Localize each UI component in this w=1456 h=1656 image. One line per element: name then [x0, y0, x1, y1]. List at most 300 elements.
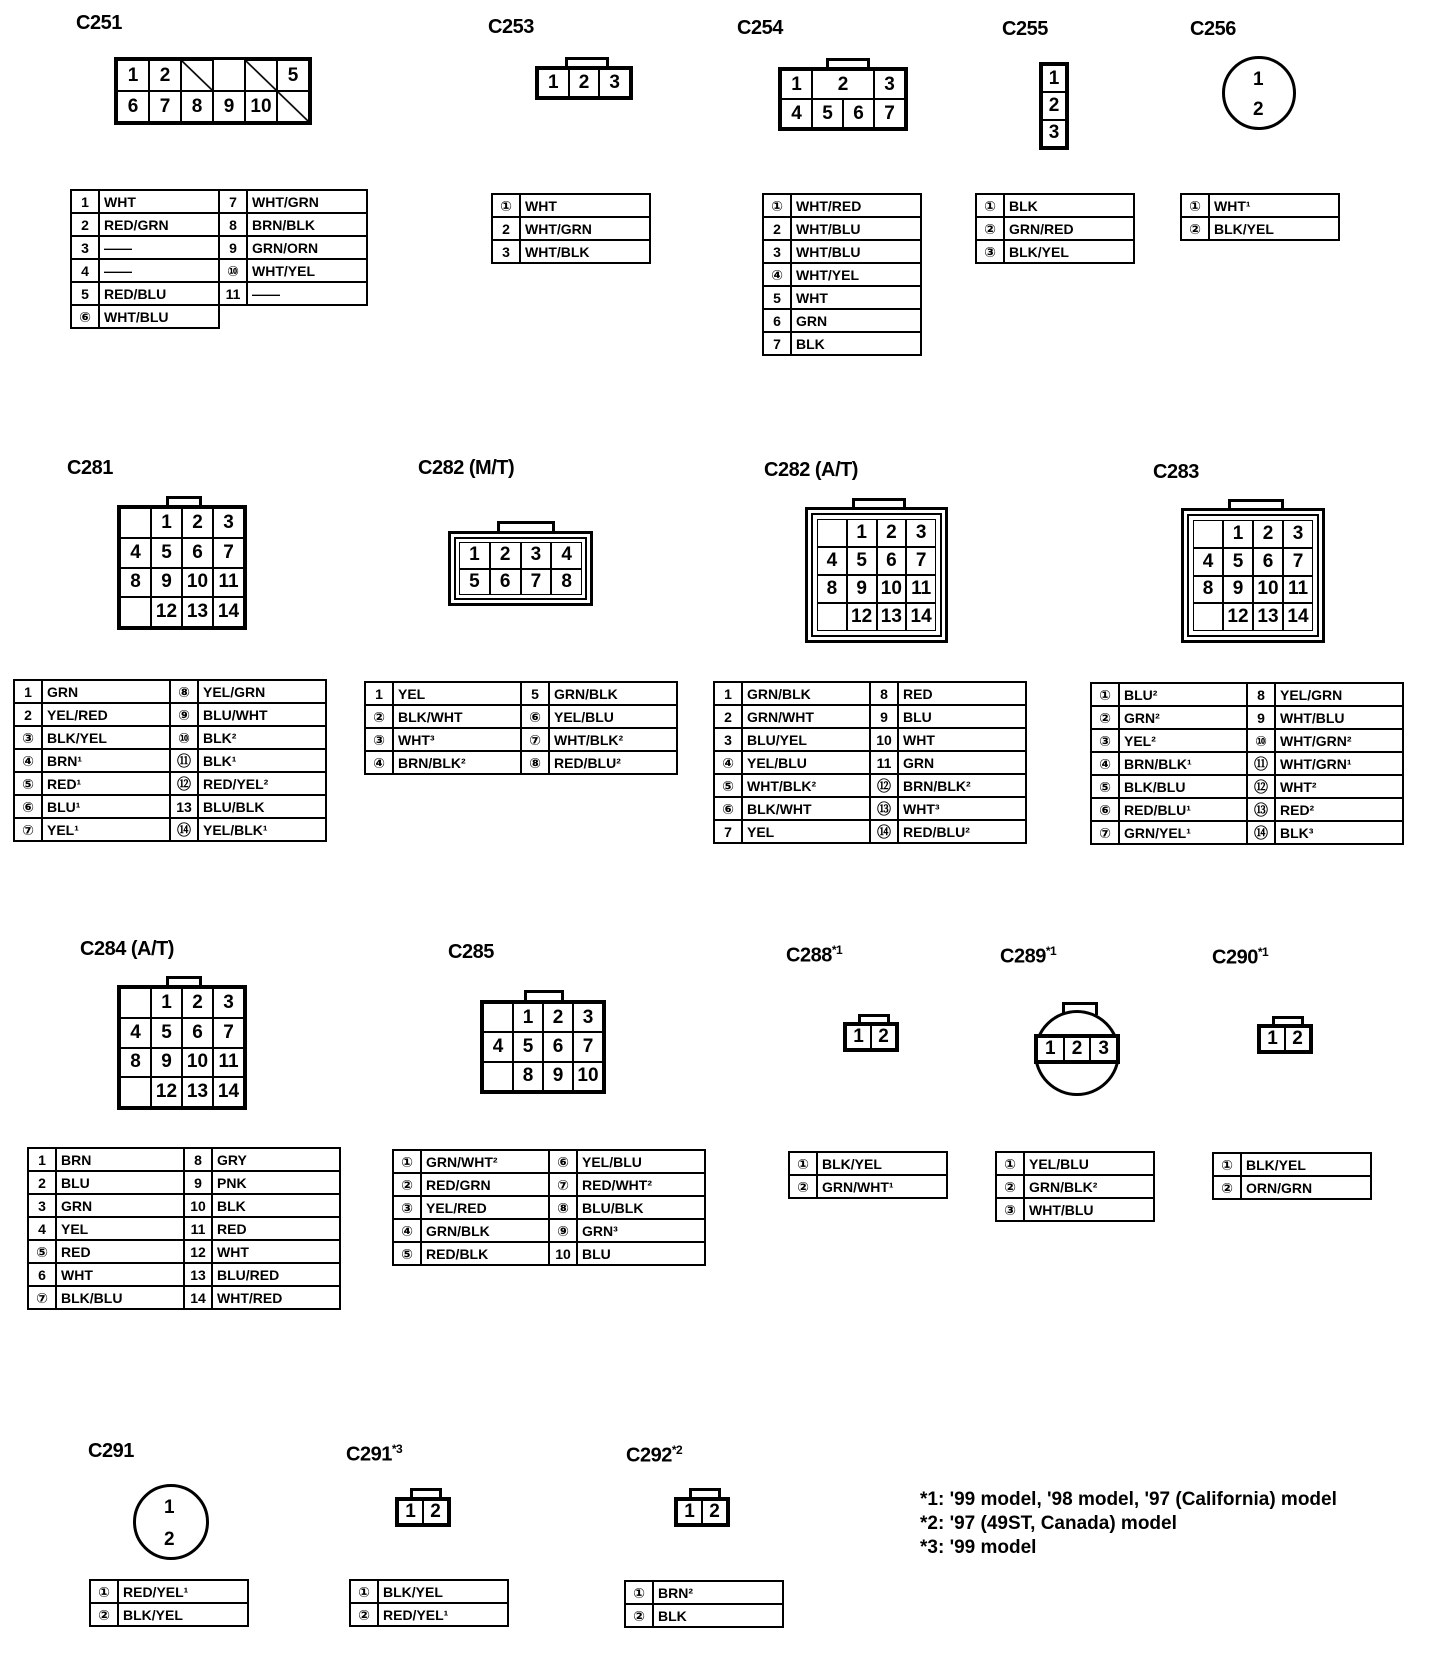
- cell: ⑫: [1247, 775, 1275, 798]
- pin-blank: [120, 988, 151, 1018]
- cell: 10: [870, 728, 898, 751]
- pin: 1: [1223, 520, 1253, 548]
- pin: 11: [1283, 576, 1313, 604]
- pin-table-c282mt: [364, 681, 678, 775]
- cell: ②: [1091, 706, 1119, 729]
- pin: 9: [543, 1062, 573, 1091]
- cell: RED²: [1275, 798, 1403, 821]
- cell: 1: [714, 682, 742, 705]
- footnote-mark: *1: [831, 943, 843, 957]
- cell: YEL: [742, 820, 870, 843]
- cell: YEL/GRN: [198, 680, 326, 703]
- cell: WHT³: [898, 797, 1026, 820]
- pin: 7: [213, 1018, 244, 1048]
- title-c256: C256: [1190, 18, 1236, 40]
- pin: 12: [151, 597, 182, 627]
- table-row: [393, 1150, 705, 1173]
- cell: GRN/WHT²: [421, 1150, 549, 1173]
- cell: 10: [184, 1194, 212, 1217]
- pin: 5: [513, 1032, 543, 1061]
- cell: ④: [365, 751, 393, 774]
- table-row: [28, 1217, 340, 1240]
- pin: 7: [874, 99, 905, 128]
- pin-table-c281: [13, 679, 327, 842]
- cell: ③: [1091, 729, 1119, 752]
- pin: 3: [906, 519, 936, 547]
- cell: ③: [976, 240, 1004, 263]
- cell: BLU/WHT: [198, 703, 326, 726]
- cell: ⑪: [170, 749, 198, 772]
- pin: 2: [490, 542, 521, 569]
- cell: BLK/YEL: [1209, 217, 1339, 240]
- cell: ⑥: [14, 795, 42, 818]
- pin: 4: [551, 542, 582, 569]
- pin: 1: [538, 69, 569, 97]
- cell: ①: [789, 1152, 817, 1175]
- pin: 5: [277, 60, 309, 91]
- pin: 8: [120, 568, 151, 598]
- table-row: [14, 795, 326, 818]
- cell: RED/BLK: [421, 1242, 549, 1265]
- cell: ⑭: [1247, 821, 1275, 844]
- connector-face-c253: [535, 66, 633, 100]
- cell: ②: [90, 1603, 118, 1626]
- cell: 5: [763, 286, 791, 309]
- cell: ⑦: [549, 1173, 577, 1196]
- cell: 11: [184, 1217, 212, 1240]
- cell: 2: [714, 705, 742, 728]
- cell: RED/YEL²: [198, 772, 326, 795]
- pin: 1: [117, 60, 149, 91]
- table-row: [1213, 1153, 1371, 1176]
- cell: BLK³: [1275, 821, 1403, 844]
- cell: ⑩: [1247, 729, 1275, 752]
- cell: YEL/RED: [42, 703, 170, 726]
- cell: ②: [996, 1175, 1024, 1198]
- cell: RED/WHT²: [577, 1173, 705, 1196]
- table-row: [1091, 821, 1403, 844]
- table-row: [625, 1604, 783, 1627]
- cell: 3: [714, 728, 742, 751]
- cell: ①: [90, 1580, 118, 1603]
- cell: 1: [28, 1148, 56, 1171]
- table-row: [714, 728, 1026, 751]
- pin: 1: [1042, 65, 1066, 92]
- cell: WHT/YEL: [247, 259, 367, 282]
- cell: BLK/YEL: [378, 1580, 508, 1603]
- pin-table-c254: [762, 193, 922, 356]
- table-row: [996, 1198, 1154, 1221]
- cell: 9: [870, 705, 898, 728]
- cell: GRN/BLK: [742, 682, 870, 705]
- pin: 11: [213, 1048, 244, 1078]
- cell: YEL/BLU: [577, 1150, 705, 1173]
- cell: RED: [56, 1240, 184, 1263]
- table-row: [763, 332, 921, 355]
- cell: ⑥: [714, 797, 742, 820]
- cell: WHT/BLU: [99, 305, 219, 328]
- pin: 14: [213, 1077, 244, 1107]
- table-row: [14, 818, 326, 841]
- pin: 10: [182, 568, 213, 598]
- pin-table-c289: [995, 1151, 1155, 1222]
- cell: ③: [14, 726, 42, 749]
- cell: YEL/BLU: [742, 751, 870, 774]
- cell: ⑨: [549, 1219, 577, 1242]
- table-row: [763, 263, 921, 286]
- cell: ⑦: [1091, 821, 1119, 844]
- table-row: [714, 774, 1026, 797]
- table-row: [14, 726, 326, 749]
- pin: 3: [573, 1003, 603, 1032]
- pin: 13: [1253, 603, 1283, 631]
- pin: 3: [213, 988, 244, 1018]
- cell: ⑧: [170, 680, 198, 703]
- cell: 6: [28, 1263, 56, 1286]
- cell: ④: [393, 1219, 421, 1242]
- connector-face-c288: [843, 1022, 899, 1052]
- pin: 13: [182, 1077, 213, 1107]
- pin: 1: [398, 1500, 423, 1524]
- cell: WHT: [56, 1263, 184, 1286]
- table-row: [976, 217, 1134, 240]
- cell: 11: [870, 751, 898, 774]
- cell: WHT³: [393, 728, 521, 751]
- pin: 4: [483, 1032, 513, 1061]
- table-row: [492, 194, 650, 217]
- cell: WHT/BLU: [1275, 706, 1403, 729]
- cell: ②: [1181, 217, 1209, 240]
- table-row: [1091, 706, 1403, 729]
- cell: ——: [247, 282, 367, 305]
- pin: 3: [521, 542, 552, 569]
- pin: 2: [423, 1500, 448, 1524]
- table-row: [14, 703, 326, 726]
- cell: ⑦: [521, 728, 549, 751]
- pin: 1: [164, 1497, 175, 1518]
- cell: 9: [1247, 706, 1275, 729]
- pin-blank: [181, 60, 213, 91]
- cell: BLK: [212, 1194, 340, 1217]
- pin: 8: [513, 1062, 543, 1091]
- cell: BLU¹: [42, 795, 170, 818]
- table-row: [28, 1171, 340, 1194]
- cell: GRN²: [1119, 706, 1247, 729]
- pin: 2: [182, 988, 213, 1018]
- connector-face-c282mt: [448, 531, 593, 606]
- cell: ⑤: [28, 1240, 56, 1263]
- table-row: [28, 1194, 340, 1217]
- table-row: [763, 194, 921, 217]
- table-row: [393, 1196, 705, 1219]
- cell: ——: [99, 259, 219, 282]
- pin-table-c291b: [349, 1579, 509, 1627]
- cell: BLK/WHT: [393, 705, 521, 728]
- cell: 5: [521, 682, 549, 705]
- cell: YEL: [56, 1217, 184, 1240]
- pin-table-c291a: [89, 1579, 249, 1627]
- pin: 6: [877, 547, 907, 575]
- cell: YEL/BLK¹: [198, 818, 326, 841]
- cell: ④: [714, 751, 742, 774]
- connector-face-c251: [114, 57, 312, 125]
- table-row: [1213, 1176, 1371, 1199]
- table-row: [393, 1242, 705, 1265]
- pin-blank: [245, 60, 277, 91]
- pin: 2: [149, 60, 181, 91]
- cell: 1: [14, 680, 42, 703]
- title-c281: C281: [67, 457, 113, 479]
- cell: ②: [1213, 1176, 1241, 1199]
- cell: GRN: [898, 751, 1026, 774]
- cell: RED/BLU¹: [1119, 798, 1247, 821]
- cell: BLU²: [1119, 683, 1247, 706]
- pin-table-c251: [70, 189, 368, 329]
- pin-table-c253: [491, 193, 651, 264]
- cell: ④: [763, 263, 791, 286]
- table-row: [393, 1173, 705, 1196]
- pin: 3: [599, 69, 630, 97]
- cell: ⑤: [714, 774, 742, 797]
- connector-face-c292: [674, 1497, 730, 1527]
- pin: 1: [781, 70, 812, 99]
- pin-blank: [817, 519, 847, 547]
- table-row: [1091, 775, 1403, 798]
- cell: ①: [763, 194, 791, 217]
- cell: PNK: [212, 1171, 340, 1194]
- pin: 1: [151, 988, 182, 1018]
- table-row: [714, 705, 1026, 728]
- cell: 11: [219, 282, 247, 305]
- cell: ⑫: [870, 774, 898, 797]
- cell: ⑬: [870, 797, 898, 820]
- connector-face-c281: [117, 505, 247, 630]
- cell: BLK²: [198, 726, 326, 749]
- table-row: [714, 751, 1026, 774]
- table-row: [71, 259, 367, 282]
- footnotes: [920, 1488, 1337, 1560]
- cell: BLK/YEL: [42, 726, 170, 749]
- cell: BLK/BLU: [56, 1286, 184, 1309]
- cell: 2: [492, 217, 520, 240]
- cell: 6: [763, 309, 791, 332]
- cell: WHT: [99, 190, 219, 213]
- table-row: [1091, 752, 1403, 775]
- cell: RED/BLU: [99, 282, 219, 305]
- title-c284: C284 (A/T): [80, 938, 174, 960]
- table-row: [714, 820, 1026, 843]
- cell: ①: [492, 194, 520, 217]
- cell: ⑤: [1091, 775, 1119, 798]
- pin-table-c285: [392, 1149, 706, 1266]
- cell: RED/YEL¹: [378, 1603, 508, 1626]
- pin: 2: [1285, 1027, 1310, 1051]
- cell: ⑬: [1247, 798, 1275, 821]
- pin: 7: [573, 1032, 603, 1061]
- cell: ⑥: [71, 305, 99, 328]
- pin: 5: [1223, 548, 1253, 576]
- footnote-mark: *3: [391, 1442, 403, 1456]
- cell: 9: [184, 1171, 212, 1194]
- pin-blank: [483, 1062, 513, 1091]
- cell: WHT/BLK²: [549, 728, 677, 751]
- cell: RED: [898, 682, 1026, 705]
- table-row: [365, 682, 677, 705]
- cell: BLU/BLK: [577, 1196, 705, 1219]
- table-row: [714, 797, 1026, 820]
- cell: BRN: [56, 1148, 184, 1171]
- table-row: [789, 1152, 947, 1175]
- pin-blank: [213, 60, 245, 91]
- footnote-mark: *1: [1045, 944, 1057, 958]
- cell: BLU/RED: [212, 1263, 340, 1286]
- connector-face-c282at: [805, 507, 948, 643]
- table-row: [28, 1286, 340, 1309]
- cell: ③: [365, 728, 393, 751]
- pin: 4: [817, 547, 847, 575]
- pin: 2: [569, 69, 600, 97]
- cell: 2: [763, 217, 791, 240]
- pin: 9: [847, 575, 877, 603]
- table-row: [763, 309, 921, 332]
- table-row: [714, 682, 1026, 705]
- pin-table-c283: [1090, 682, 1404, 845]
- cell: ⑨: [170, 703, 198, 726]
- table-row: [789, 1175, 947, 1198]
- cell: BLK/YEL: [1241, 1153, 1371, 1176]
- cell: ①: [1181, 194, 1209, 217]
- pin: 1: [1037, 1037, 1064, 1061]
- cell: ⑪: [1247, 752, 1275, 775]
- table-row: [996, 1152, 1154, 1175]
- pin: 6: [490, 569, 521, 596]
- cell: 8: [870, 682, 898, 705]
- cell: BRN¹: [42, 749, 170, 772]
- pin: 2: [871, 1025, 896, 1049]
- pin: 3: [874, 70, 905, 99]
- title-c291a: C291: [88, 1440, 134, 1462]
- cell: 14: [184, 1286, 212, 1309]
- pin-table-c288: [788, 1151, 948, 1199]
- cell: 3: [28, 1194, 56, 1217]
- pin: 14: [213, 597, 244, 627]
- cell: BLK/YEL: [1004, 240, 1134, 263]
- cell: 3: [492, 240, 520, 263]
- pin-table-c256: [1180, 193, 1340, 241]
- cell: BLK: [653, 1604, 783, 1627]
- pin: 11: [213, 568, 244, 598]
- pin: 9: [151, 1048, 182, 1078]
- cell: ③: [996, 1198, 1024, 1221]
- cell: ②: [789, 1175, 817, 1198]
- cell: ①: [625, 1581, 653, 1604]
- cell: ⑦: [28, 1286, 56, 1309]
- table-row: [763, 286, 921, 309]
- cell: GRY: [212, 1148, 340, 1171]
- cell: WHT/RED: [791, 194, 921, 217]
- pin-table-c284: [27, 1147, 341, 1310]
- pin: 8: [551, 569, 582, 596]
- cell: BRN/BLK²: [393, 751, 521, 774]
- pin: 14: [906, 603, 936, 631]
- table-row: [14, 772, 326, 795]
- pin: 5: [151, 538, 182, 568]
- cell: ⑥: [549, 1150, 577, 1173]
- cell: GRN/BLK: [421, 1219, 549, 1242]
- pin: 1: [847, 519, 877, 547]
- cell: BLU: [56, 1171, 184, 1194]
- cell: WHT/GRN¹: [1275, 752, 1403, 775]
- table-row: [393, 1219, 705, 1242]
- footnote-3: *3: '99 model: [920, 1537, 1037, 1558]
- cell: 9: [219, 236, 247, 259]
- pin-blank: [817, 603, 847, 631]
- cell: WHT: [898, 728, 1026, 751]
- connector-face-c289-pins: [1034, 1034, 1120, 1064]
- pin: 4: [1193, 548, 1223, 576]
- cell: BLK/BLU: [1119, 775, 1247, 798]
- cell: GRN/BLK: [549, 682, 677, 705]
- table-row: [14, 680, 326, 703]
- title-c291b: C291$^{*3}$: [346, 1442, 403, 1466]
- connector-face-c291b: [395, 1497, 451, 1527]
- pin: 7: [521, 569, 552, 596]
- pin-blank: [1193, 520, 1223, 548]
- table-row: [28, 1240, 340, 1263]
- table-row: [1091, 798, 1403, 821]
- pin-table-c290: [1212, 1152, 1372, 1200]
- cell: ①: [996, 1152, 1024, 1175]
- cell: ⑥: [1091, 798, 1119, 821]
- pin: 1: [459, 542, 490, 569]
- pin: 10: [1253, 576, 1283, 604]
- title-c283: C283: [1153, 461, 1199, 483]
- cell: WHT/YEL: [791, 263, 921, 286]
- cell: ——: [99, 236, 219, 259]
- table-row: [71, 190, 367, 213]
- table-row: [28, 1263, 340, 1286]
- cell: ⑭: [870, 820, 898, 843]
- pin: 2: [1064, 1037, 1091, 1061]
- connector-face-c290: [1257, 1024, 1313, 1054]
- cell: ②: [350, 1603, 378, 1626]
- cell: RED/BLU²: [549, 751, 677, 774]
- pin: 10: [573, 1062, 603, 1091]
- pin: 2: [877, 519, 907, 547]
- title-c285: C285: [448, 941, 494, 963]
- cell: RED/GRN: [99, 213, 219, 236]
- cell: 8: [1247, 683, 1275, 706]
- cell: 12: [184, 1240, 212, 1263]
- pin: 1: [151, 508, 182, 538]
- table-row: [90, 1580, 248, 1603]
- title-c288: C288$^{*1}$: [786, 943, 843, 967]
- footnote-mark: *2: [671, 1443, 683, 1457]
- cell: 13: [170, 795, 198, 818]
- pin: 7: [149, 91, 181, 122]
- cell: ①: [350, 1580, 378, 1603]
- pin: 2: [164, 1529, 175, 1550]
- pin: 5: [459, 569, 490, 596]
- cell: 8: [219, 213, 247, 236]
- pin: 1: [513, 1003, 543, 1032]
- cell: ②: [393, 1173, 421, 1196]
- pin: 1: [677, 1500, 702, 1524]
- cell: GRN/WHT¹: [817, 1175, 947, 1198]
- table-row: [14, 749, 326, 772]
- cell: ④: [1091, 752, 1119, 775]
- cell: ①: [976, 194, 1004, 217]
